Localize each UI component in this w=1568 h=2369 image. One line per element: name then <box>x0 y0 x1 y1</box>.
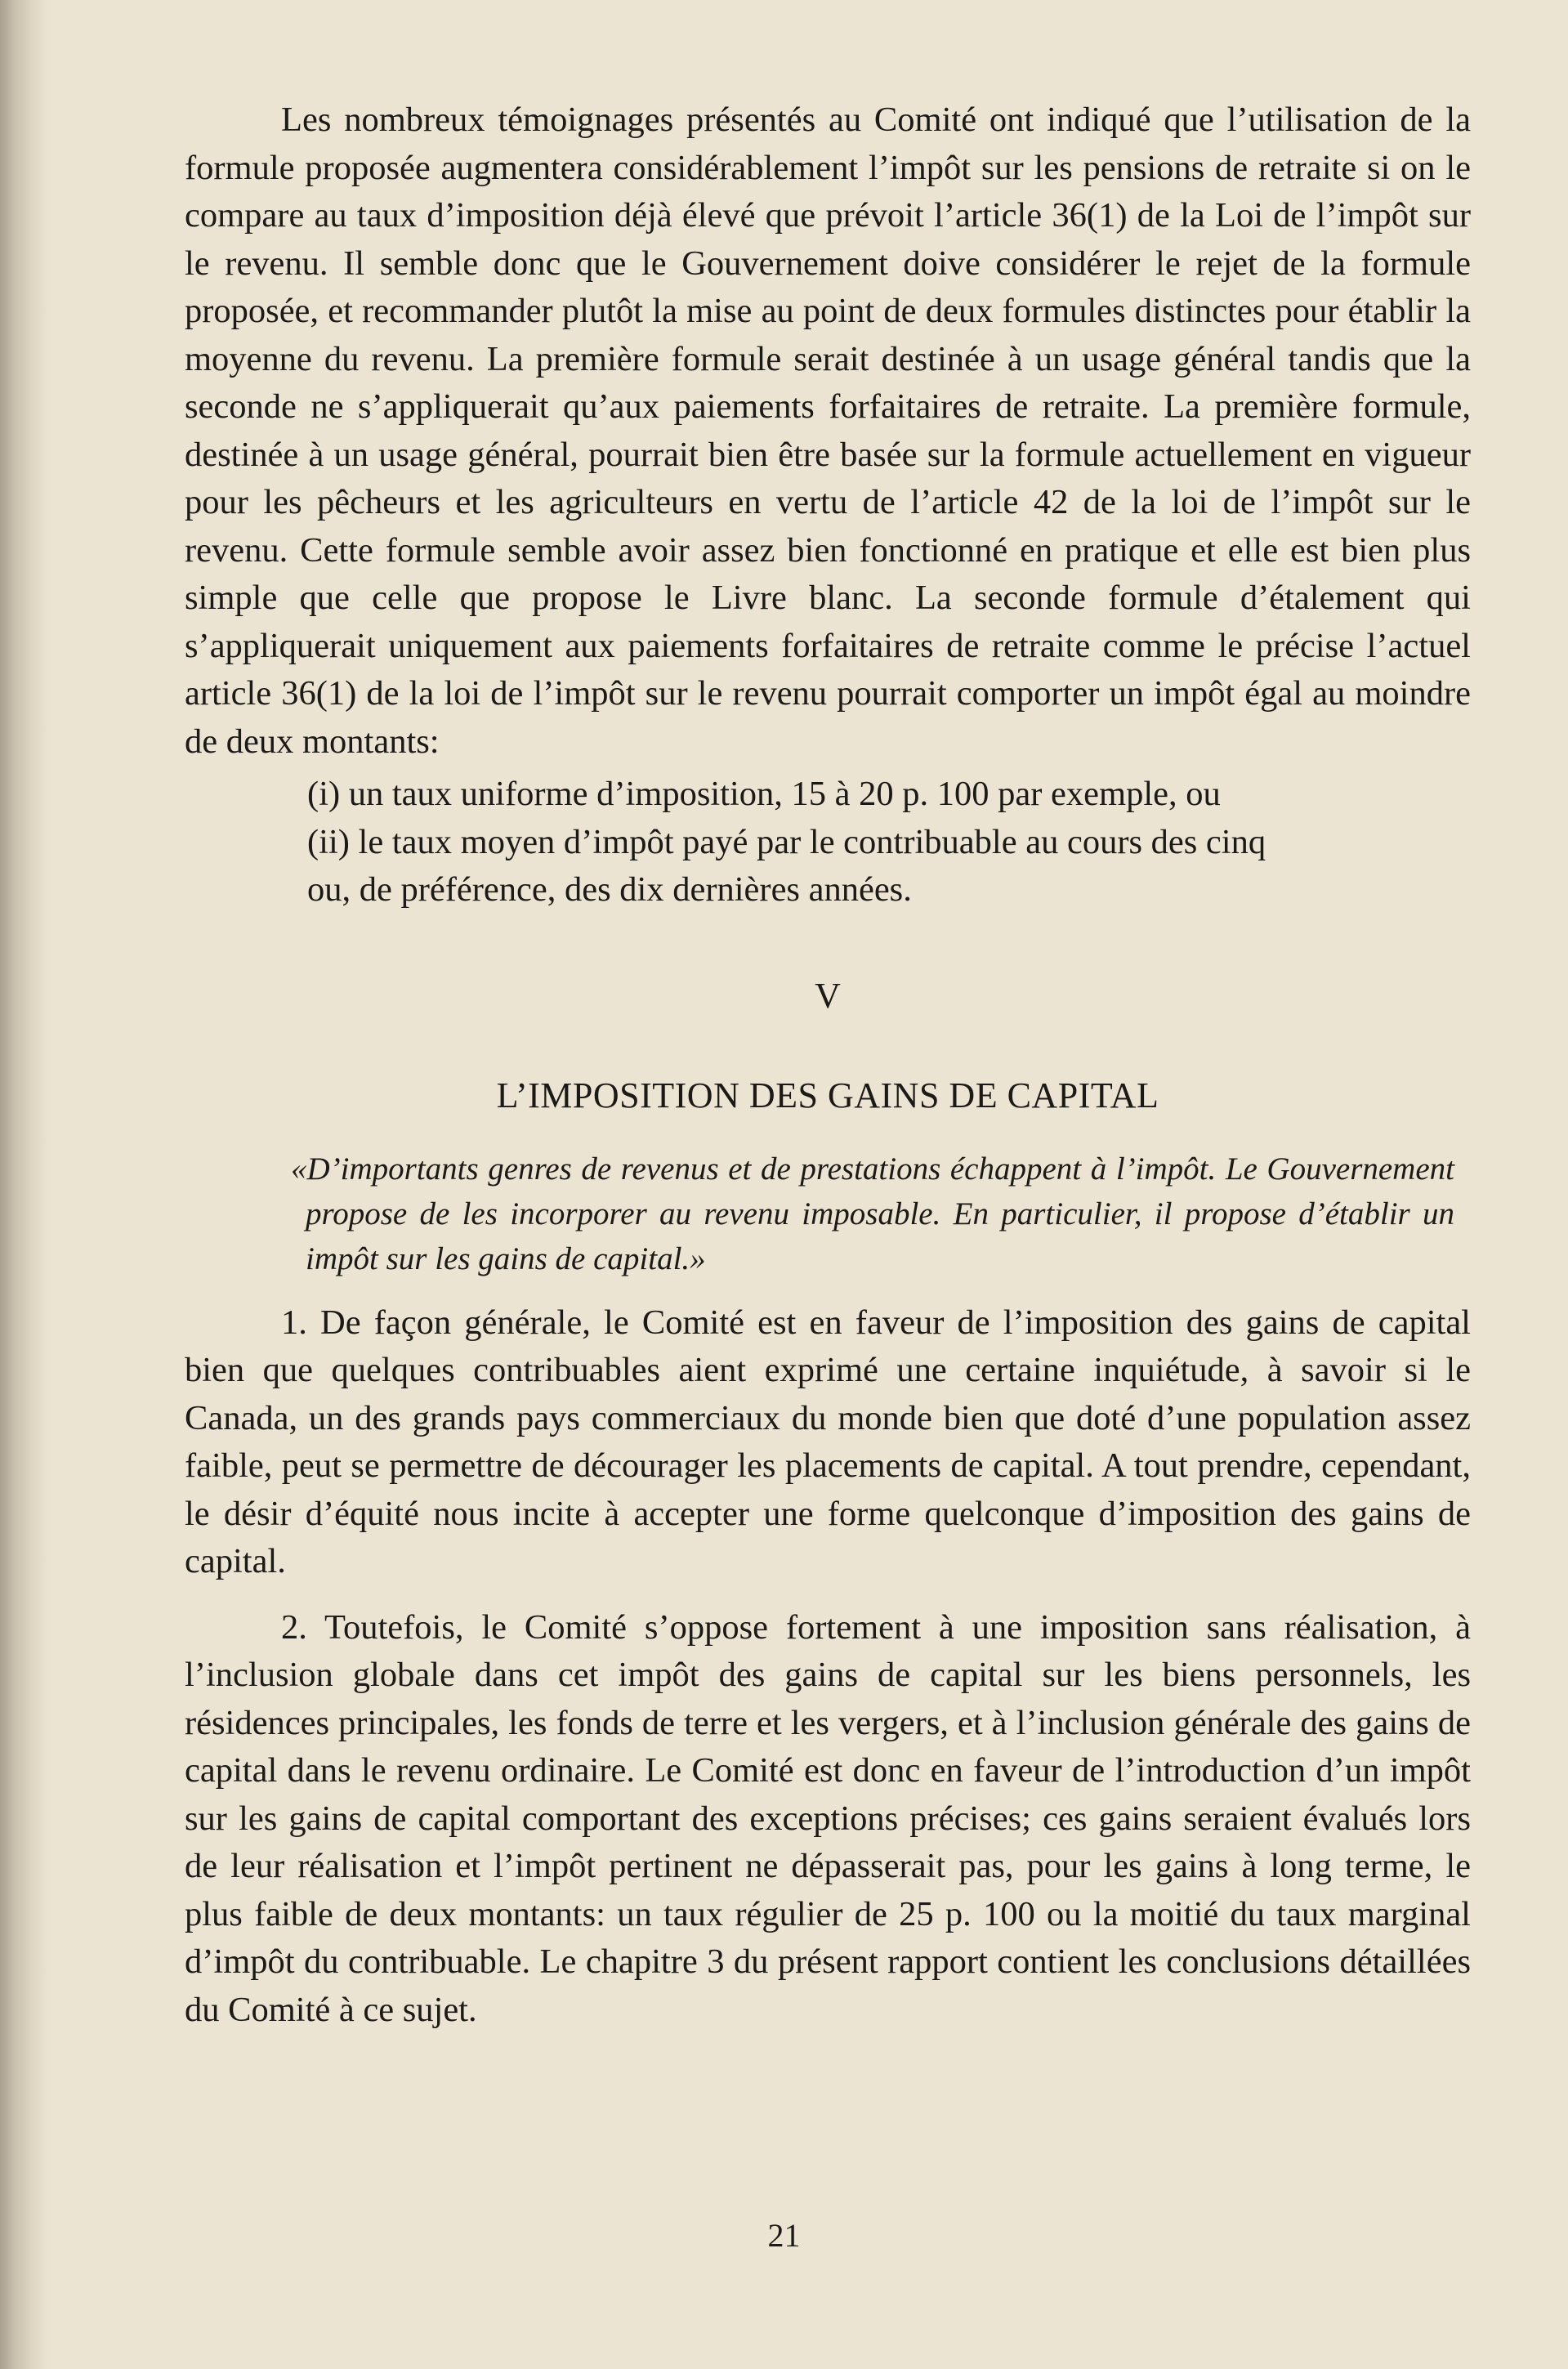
option-continuation: ou, de préférence, des dix dernières années. <box>307 870 912 909</box>
page-binding-edge <box>0 0 51 2369</box>
intro-paragraph: Les nombreux témoignages présentés au Comité ont indiqué que l’utilisation de la formule proposée augmentera considérablement l’impôt sur les pensions de retraite si on le compare au taux d’imposition déjà élevé que prévoit l’article 36(1) de la Loi de l’impôt sur le revenu. Il semble donc que le Gouvernement doive considérer le rejet de la formule proposée, et recommander plutôt la mise au point de deux formules distinctes pour établir la moyenne du revenu. La première formule serait destinée à un usage général tandis que la seconde ne s’appliquerait qu’aux paiements forfaitaires de retraite. La première formule, destinée à un usage général, pourrait bien être basée sur la formule actuellement en vigueur pour les pêcheurs et les agriculteurs en vertu de l’article 42 de la loi de l’impôt sur le revenu. Cette formule semble avoir assez bien fonctionné en pratique et elle est bien plus simple que celle que propose le Livre blanc. La seconde formule d’étalement qui s’appliquerait uniquement aux paiements forfaitaires de retraite comme le précise l’actuel article 36(1) de la loi de l’impôt sur le revenu pourrait comporter un impôt égal au moindre de deux montants: <box>185 101 1471 761</box>
paragraph-2: 2. Toutefois, le Comité s’oppose fortement à une imposition sans réalisation, à l’inclusion globale dans cet impôt des gains de capital sur les biens personnels, les résidences principales, les fonds de terre et les vergers, et à l’inclusion générale des gains de capital dans le revenu ordinaire. Le Comité est donc en faveur de l’introduction d’un impôt sur les gains de capital comportant des exceptions précises; ces gains seraient évalués lors de leur réalisation et l’impôt pertinent ne dépasserait pas, pour les gains à long terme, le plus faible de deux montants: un taux régulier de 25 p. 100 ou la moitié du taux marginal d’impôt du contribuable. Le chapitre 3 du présent rapport contient les conclusions détaillées du Comité à ce sujet. <box>185 1607 1471 2029</box>
list-item: (i) un taux uniforme d’imposition, 15 à 20 p. 100 par exemple, ou <box>307 775 1221 813</box>
list-item <box>307 819 1471 914</box>
section-epigraph-quote: «D’importants genres de revenus et de prestations échappent à l’impôt. Le Gouvernement propose de les incorporer au revenu imposable. En particulier, il propose d’établir un impôt sur les gains de capital.» <box>291 1151 1454 1276</box>
document-page <box>185 96 1471 2034</box>
section-number: V <box>815 975 841 1016</box>
paragraph-1: 1. De façon générale, le Comité est en faveur de l’imposition des gains de capital bien que quelques contribuables aient exprimé une certaine inquiétude, à savoir si le Canada, un des grands pays commerciaux du monde bien que doté d’une population assez faible, peut se permettre de décourager les placements de capital. A tout prendre, cependant, le désir d’équité nous incite à accepter une forme quelconque d’imposition des gains de capital. <box>185 1303 1471 1580</box>
section-title: L’IMPOSITION DES GAINS DE CAPITAL <box>496 1075 1159 1115</box>
option-ii-text: (ii) le taux moyen d’impôt payé par le contribuable au cours des cinq <box>307 822 1266 861</box>
options-list <box>185 771 1471 914</box>
page-number: 21 <box>767 2217 801 2254</box>
